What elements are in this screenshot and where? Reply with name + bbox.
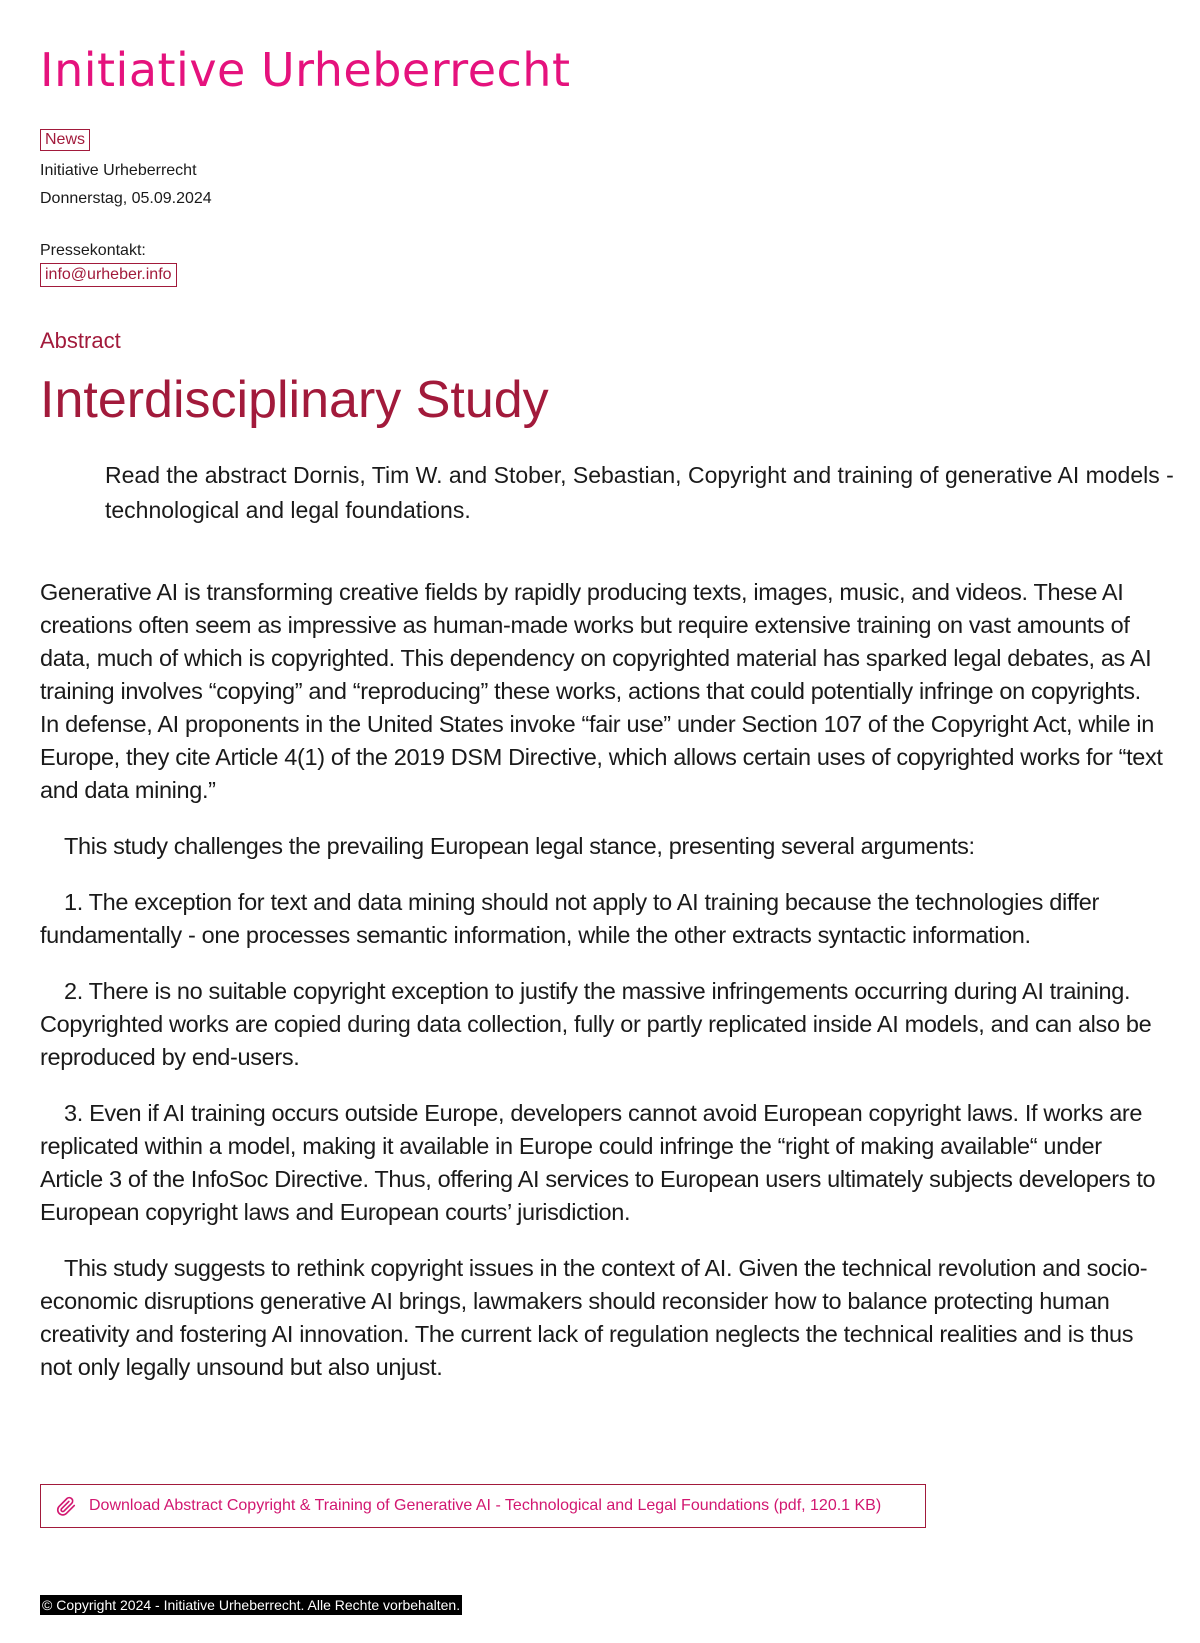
- article-lead: Read the abstract Dornis, Tim W. and Stober, Sebastian, Copyright and training of generative AI models - technological and legal foundations.: [105, 462, 1174, 523]
- body-paragraph: 1. The exception for text and data mining should not apply to AI training because the technologies differ fundamentally - one processes semantic information, while the other extracts syntactic information.: [40, 889, 1099, 948]
- category-tag[interactable]: News: [40, 129, 90, 151]
- press-contact-label: Pressekontakt:: [40, 242, 146, 259]
- footer-copyright: © Copyright 2024 - Initiative Urheberrecht. Alle Rechte vorbehalten.: [42, 1597, 461, 1613]
- article-author: Initiative Urheberrecht: [40, 162, 197, 179]
- body-paragraph: 3. Even if AI training occurs outside Europe, developers cannot avoid European copyright laws. If works are replicated within a model, making it available in Europe could infringe the “right of making available“ under Article 3 of the InfoSoc Directive. Thus, offering AI services to European users ultimately subjects developers to European copyright laws and European courts’ jurisdiction.: [40, 1100, 1156, 1225]
- download-abstract-button[interactable]: [40, 1484, 926, 1528]
- body-paragraph: This study suggests to rethink copyright issues in the context of AI. Given the technical revolution and socio-economic disruptions generative AI brings, lawmakers should reconsider how to balance protecting human creativity and fostering AI innovation. The current lack of regulation neglects the technical realities and is thus not only legally unsound but also unjust.: [40, 1255, 1148, 1380]
- article-eyebrow: Abstract: [40, 328, 121, 353]
- article-body: [40, 576, 1165, 1407]
- paperclip-icon: [55, 1495, 77, 1517]
- download-label: Download Abstract Copyright & Training of Generative AI - Technological and Legal Foundations (pdf, 120.1 KB): [89, 1497, 882, 1514]
- body-paragraph: This study challenges the prevailing European legal stance, presenting several arguments:: [64, 833, 975, 859]
- press-email-link[interactable]: info@urheber.info: [40, 263, 177, 287]
- site-title[interactable]: Initiative Urheberrecht: [40, 43, 571, 97]
- article-headline: Interdisciplinary Study: [40, 371, 549, 429]
- body-paragraph: 2. There is no suitable copyright exception to justify the massive infringements occurring during AI training. Copyrighted works are copied during data collection, fully or partly replicated inside AI models, and can also be reproduced by end-users.: [40, 978, 1152, 1070]
- body-paragraph: Generative AI is transforming creative fields by rapidly producing texts, images, music, and videos. These AI creations often seem as impressive as human-made works but require extensive training on vast amounts of data, much of which is copyrighted. This dependency on copyrighted material has sparked legal debates, as AI training involves “copying” and “reproducing” these works, actions that could potentially infringe on copyrights. In defense, AI proponents in the United States invoke “fair use” under Section 107 of the Copyright Act, while in Europe, they cite Article 4(1) of the 2019 DSM Directive, which allows certain uses of copyrighted works for “text and data mining.”: [40, 579, 1163, 803]
- article-date: Donnerstag, 05.09.2024: [40, 190, 212, 207]
